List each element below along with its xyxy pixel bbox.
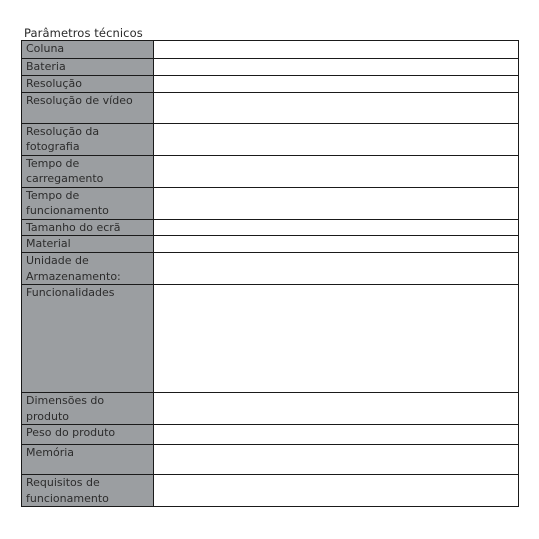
table-row (22, 41, 519, 59)
table-row (22, 187, 519, 219)
row-label: Requisitos de funcionamento (22, 475, 154, 507)
table-row (22, 285, 519, 393)
table-row (22, 155, 519, 187)
row-value (154, 393, 519, 425)
table-row (22, 475, 519, 507)
row-label: Peso do produto (22, 425, 154, 445)
table-row (22, 393, 519, 425)
row-label: Tempo de funcionamento (22, 187, 154, 219)
row-value (154, 285, 519, 393)
row-value (154, 92, 519, 123)
row-value (154, 76, 519, 93)
table-row (22, 219, 519, 236)
row-label: Material (22, 236, 154, 253)
row-value (154, 219, 519, 236)
table-row (22, 445, 519, 475)
row-value (154, 475, 519, 507)
row-value (154, 123, 519, 155)
row-label: Resolução da fotografia (22, 123, 154, 155)
row-label: Tamanho do ecrã (22, 219, 154, 236)
row-label: Funcionalidades (22, 285, 154, 393)
row-label: Tempo de carregamento (22, 155, 154, 187)
table-row (22, 92, 519, 123)
table-row (22, 253, 519, 285)
row-value (154, 187, 519, 219)
row-value (154, 253, 519, 285)
row-label: Dimensões do produto (22, 393, 154, 425)
row-value (154, 59, 519, 76)
row-label: Resolução de vídeo (22, 92, 154, 123)
row-value (154, 236, 519, 253)
row-label: Coluna (22, 41, 154, 59)
row-label: Bateria (22, 59, 154, 76)
row-label: Resolução (22, 76, 154, 93)
table-row (22, 123, 519, 155)
page-title: Parâmetros técnicos (24, 26, 143, 40)
table-row (22, 59, 519, 76)
row-label: Memória (22, 445, 154, 475)
row-label: Unidade de Armazenamento: (22, 253, 154, 285)
row-value (154, 445, 519, 475)
row-value (154, 155, 519, 187)
technical-specs-table (21, 40, 519, 507)
row-value (154, 41, 519, 59)
table-row (22, 425, 519, 445)
table-row (22, 236, 519, 253)
table-row (22, 76, 519, 93)
row-value (154, 425, 519, 445)
